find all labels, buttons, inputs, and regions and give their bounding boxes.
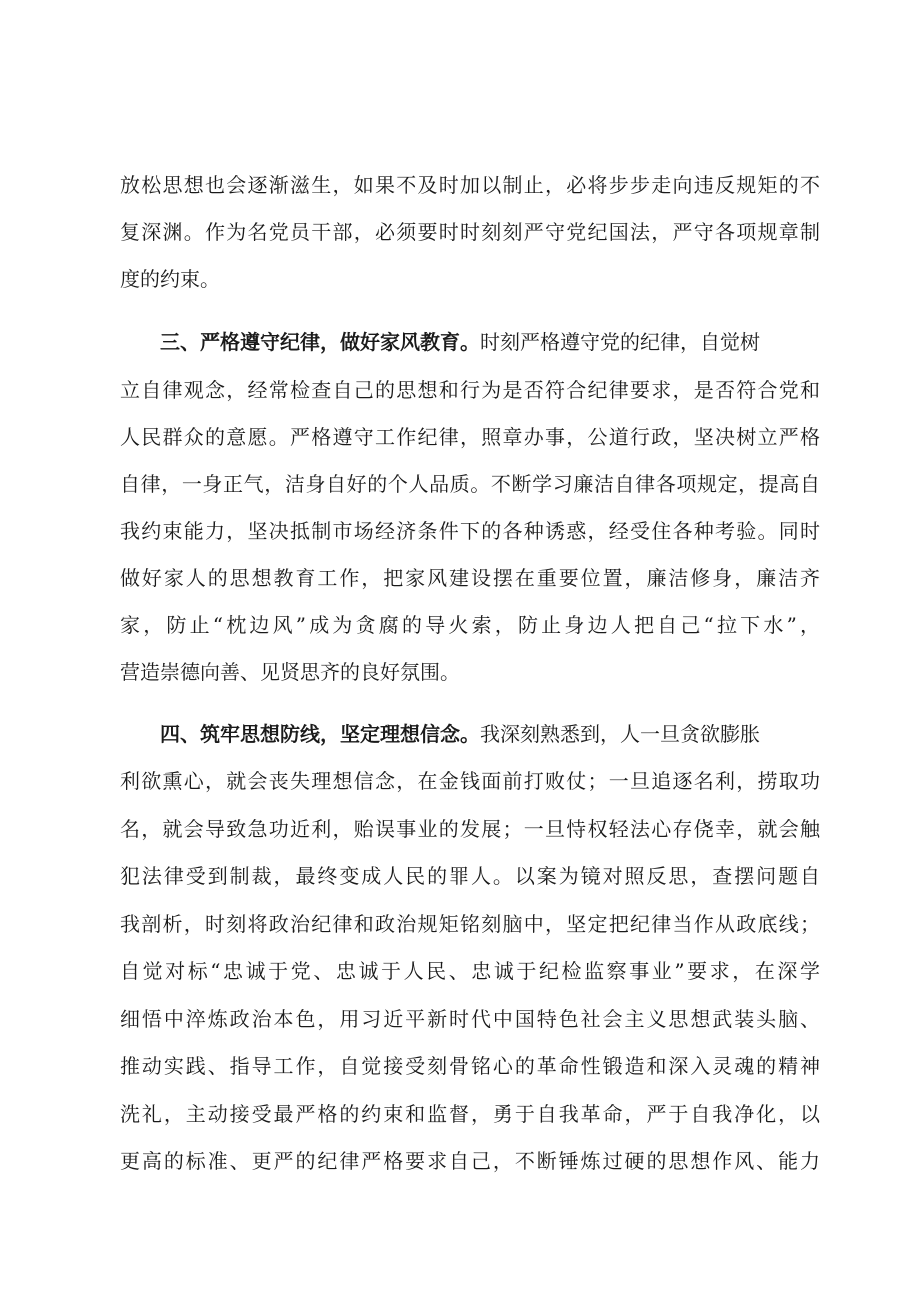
paragraph-line: 自律，一身正气，洁身自好的个人品质。不断学习廉洁自律各项规定，提高自 <box>120 472 820 496</box>
section-heading-line <box>160 328 820 356</box>
paragraph-line: 营造崇德向善、见贤思齐的良好氛围。 <box>120 660 460 684</box>
paragraph-line: 自觉对标“忠诚于党、忠诚于人民、忠诚于纪检监察事业”要求，在深学 <box>120 959 820 983</box>
paragraph-line: 我约束能力，坚决抵制市场经济条件下的各种诱惑，经受住各种考验。同时 <box>120 519 820 543</box>
paragraph-line: 人民群众的意愿。严格遵守工作纪律，照章办事，公道行政，坚决树立严格 <box>120 425 820 449</box>
paragraph-line: 洗礼，主动接受最严格的约束和监督，勇于自我革命，严于自我净化，以 <box>120 1102 820 1126</box>
paragraph-text: 我深刻熟悉到，人一旦贪欲膨胀 <box>480 722 760 746</box>
paragraph-line: 犯法律受到制裁，最终变成人民的罪人。以案为镜对照反思，查摆问题自 <box>120 864 820 888</box>
paragraph-line: 家，防止“枕边风”成为贪腐的导火索，防止身边人把自己“拉下水”， <box>120 613 820 637</box>
paragraph-line: 名，就会导致急功近利，贻误事业的发展；一旦恃权轻法心存侥幸，就会触 <box>120 817 820 841</box>
section-heading-line <box>160 720 820 748</box>
paragraph-line: 推动实践、指导工作，自觉接受刻骨铭心的革命性锻造和深入灵魂的精神 <box>120 1054 820 1078</box>
paragraph-line: 细悟中淬炼政治本色，用习近平新时代中国特色社会主义思想武装头脑、 <box>120 1007 820 1031</box>
paragraph-line: 更高的标准、更严的纪律严格要求自己，不断锤炼过硬的思想作风、能力 <box>120 1149 820 1173</box>
section-heading-3: 三、严格遵守纪律，做好家风教育。 <box>160 330 480 354</box>
paragraph-line: 放松思想也会逐渐滋生，如果不及时加以制止，必将步步走向违反规矩的不 <box>120 173 820 197</box>
paragraph-line: 度的约束。 <box>120 267 220 291</box>
paragraph-line: 立自律观念，经常检查自己的思想和行为是否符合纪律要求，是否符合党和 <box>120 378 820 402</box>
paragraph-line: 利欲熏心，就会丧失理想信念，在金钱面前打败仗；一旦追逐名利，捞取功 <box>120 769 820 793</box>
paragraph-text: 时刻严格遵守党的纪律，自觉树 <box>480 330 760 354</box>
paragraph-line: 做好家人的思想教育工作，把家风建设摆在重要位置，廉洁修身，廉洁齐 <box>120 566 820 590</box>
paragraph-line: 我剖析，时刻将政治纪律和政治规矩铭刻脑中，坚定把纪律当作从政底线； <box>120 912 820 936</box>
paragraph-line: 复深渊。作为名党员干部，必须要时时刻刻严守党纪国法，严守各项规章制 <box>120 220 820 244</box>
section-heading-4: 四、筑牢思想防线，坚定理想信念。 <box>160 722 480 746</box>
